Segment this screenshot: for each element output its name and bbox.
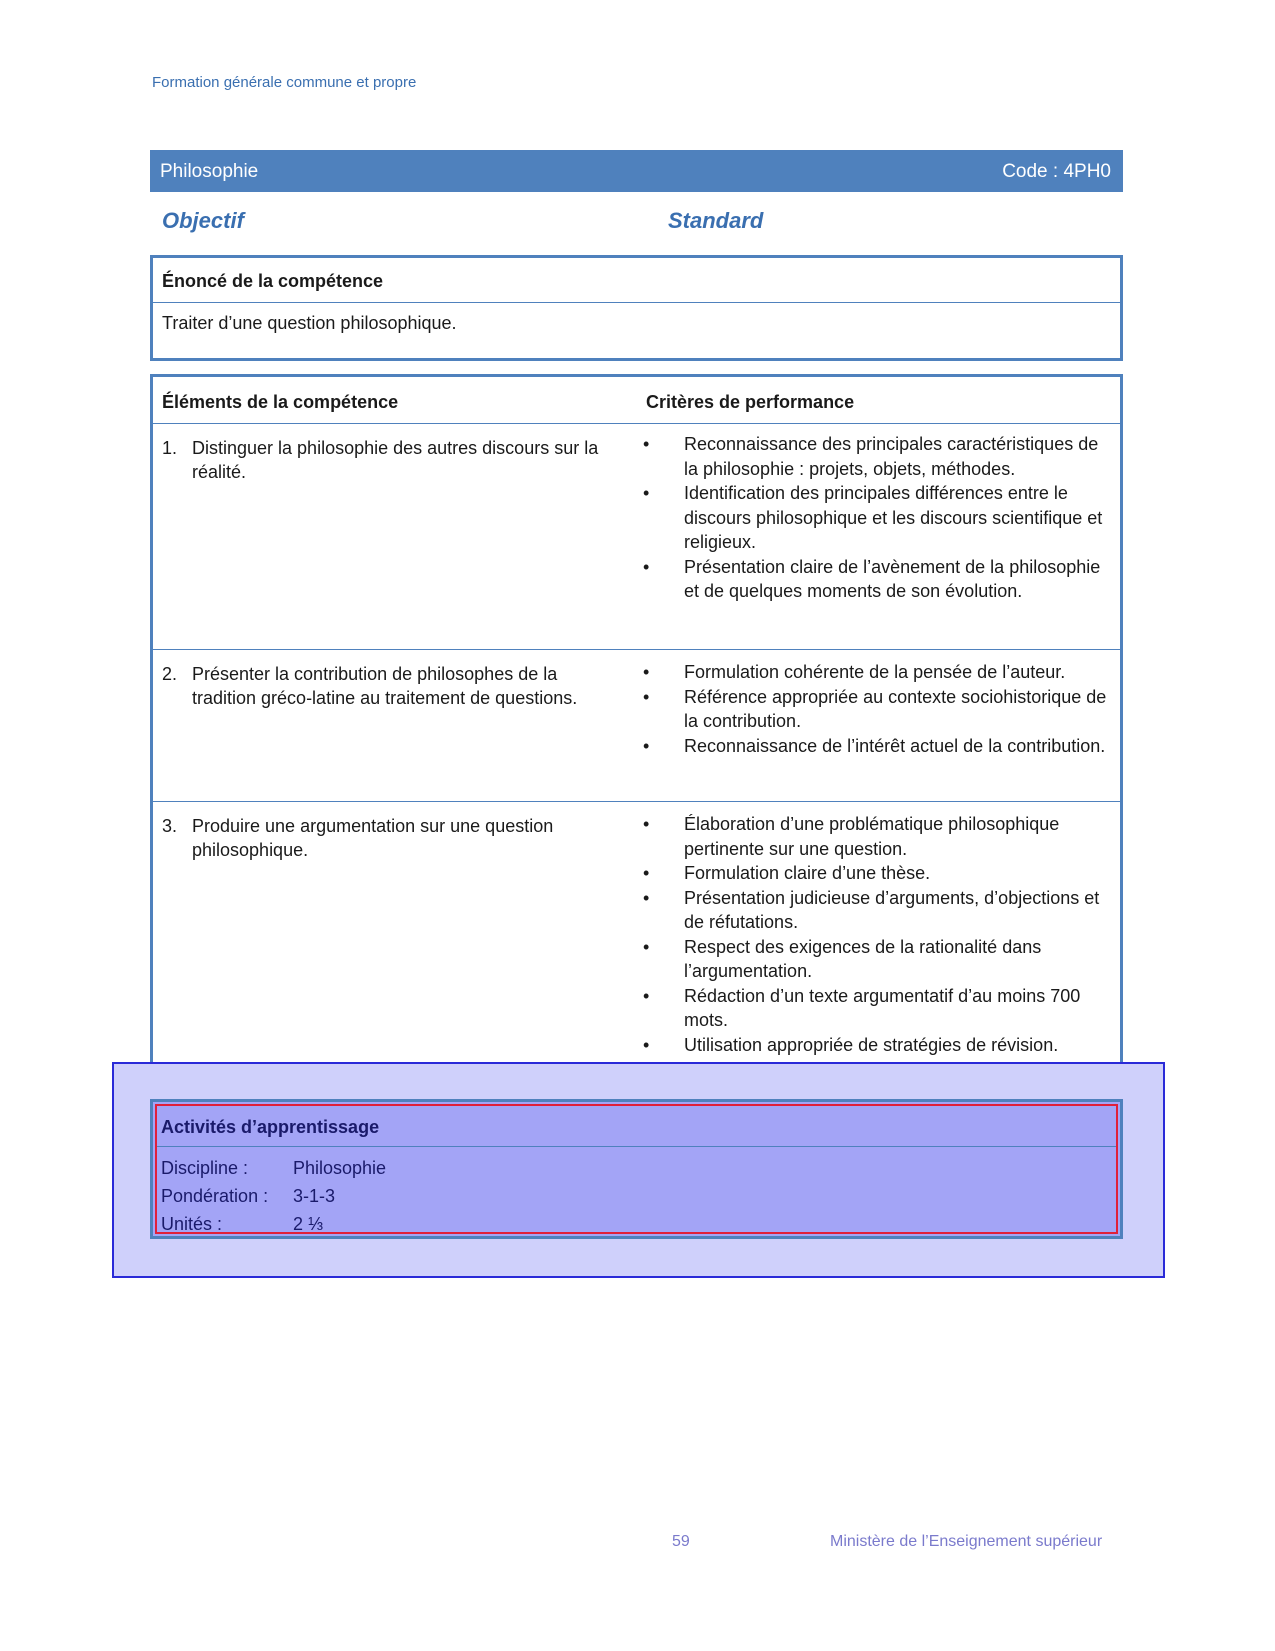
discipline-row [157, 1151, 1116, 1179]
table-row [153, 650, 1120, 802]
discipline-label: Discipline : [161, 1158, 249, 1178]
page-number: 59 [672, 1533, 690, 1550]
objectif-label: Objectif [162, 208, 244, 233]
criterion-item: • Référence appropriée au contexte sociohistorique de la contribution. [643, 685, 1108, 734]
ponderation-value: 3-1-3 [293, 1186, 336, 1206]
activities-selection-outline [155, 1104, 1118, 1234]
criteria-list [643, 812, 1108, 1057]
discipline-value: Philosophie [293, 1158, 387, 1178]
criterion-item: • Élaboration d’une problématique philosophique pertinente sur une question. [643, 812, 1108, 861]
course-title-bar [150, 150, 1123, 192]
criterion-item: • Formulation claire d’une thèse. [643, 861, 1108, 886]
enonce-text: Traiter d’une question philosophique. [162, 313, 457, 333]
element-number: 1. [162, 438, 178, 458]
criterion-item: • Respect des exigences de la rationalité dans l’argumentation. [643, 935, 1108, 984]
criterion-item: • Rédaction d’un texte argumentatif d’au moins 700 mots. [643, 984, 1108, 1033]
unites-value: 2 ⅓ [293, 1214, 324, 1234]
ponderation-label: Pondération : [161, 1186, 269, 1206]
course-name: Philosophie [160, 161, 259, 182]
enonce-box [150, 255, 1123, 361]
table-row [153, 424, 1120, 650]
unites-label: Unités : [161, 1214, 223, 1234]
criterion-item: • Présentation judicieuse d’arguments, d’objections et de réfutations. [643, 886, 1108, 935]
unites-row [157, 1207, 1116, 1235]
criterion-item: • Reconnaissance de l’intérêt actuel de la contribution. [643, 734, 1108, 759]
elements-heading: Éléments de la compétence [162, 392, 399, 412]
criterion-item: • Reconnaissance des principales caractéristiques de la philosophie : projets, objets, méthodes. [643, 432, 1108, 481]
running-header: Formation générale commune et propre [152, 74, 417, 91]
criteria-heading: Critères de performance [646, 392, 855, 412]
course-code: Code : 4PH0 [1002, 161, 1111, 182]
elements-header-row [153, 377, 1120, 424]
element-description: Produire une argumentation sur une question philosophique. [192, 816, 554, 860]
footer-ministry: Ministère de l’Enseignement supérieur [830, 1533, 1103, 1550]
enonce-heading: Énoncé de la compétence [153, 258, 1120, 303]
criterion-item: • Formulation cohérente de la pensée de l’auteur. [643, 660, 1108, 685]
element-description: Distinguer la philosophie des autres discours sur la réalité. [192, 438, 599, 482]
element-text [162, 436, 617, 484]
standard-label: Standard [668, 208, 764, 233]
activities-box [150, 1099, 1123, 1239]
element-text [162, 814, 617, 862]
activities-heading: Activités d’apprentissage [157, 1106, 1116, 1147]
elements-table [150, 374, 1123, 1085]
element-number: 2. [162, 664, 178, 684]
criteria-list [643, 660, 1108, 758]
table-row [153, 802, 1120, 1082]
element-text [162, 662, 617, 710]
criterion-item: • Utilisation appropriée de stratégies de révision. [643, 1033, 1108, 1058]
element-description: Présenter la contribution de philosophes de la tradition gréco-latine au traitement de questions. [192, 664, 578, 708]
criterion-item: • Présentation claire de l’avènement de la philosophie et de quelques moments de son évolution. [643, 555, 1108, 604]
criterion-item: • Identification des principales différences entre le discours philosophique et les discours scientifique et religieux. [643, 481, 1108, 555]
ponderation-row [157, 1179, 1116, 1207]
element-number: 3. [162, 816, 178, 836]
criteria-list [643, 432, 1108, 604]
